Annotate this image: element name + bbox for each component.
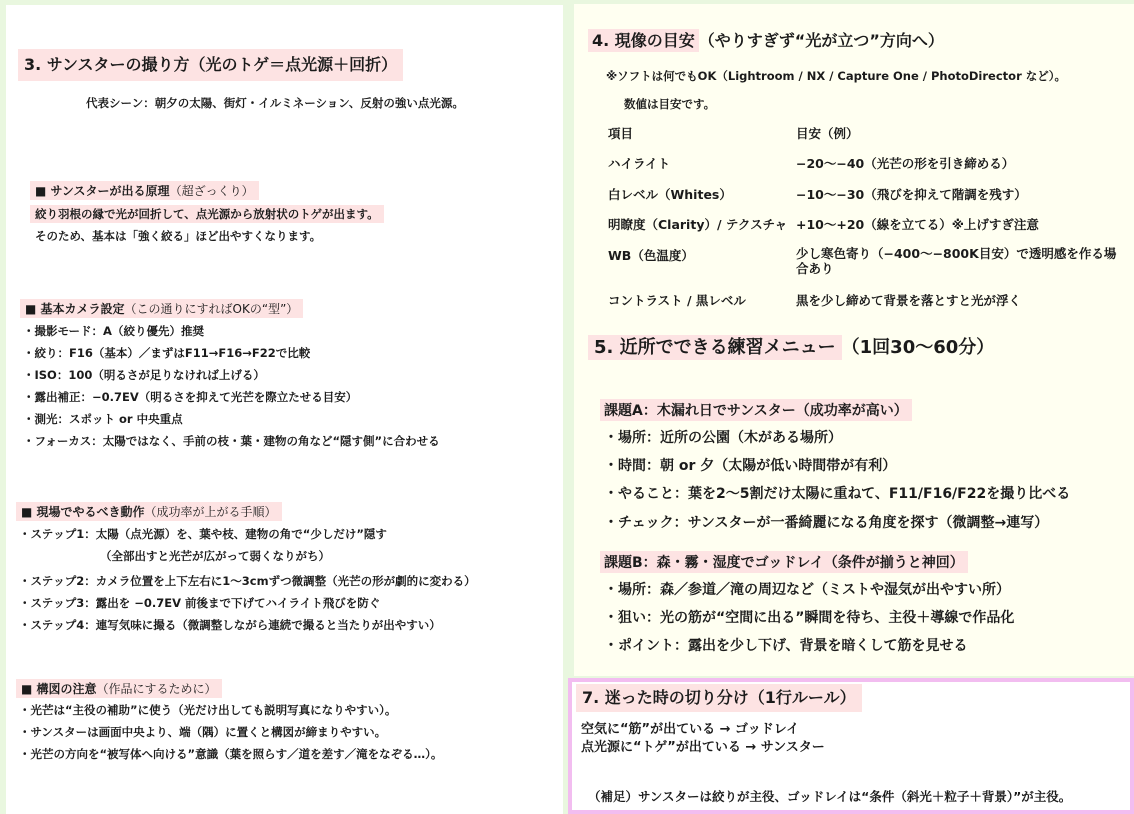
table-cell-value: −20〜−40（光芒の形を引き締める） [796, 156, 1015, 171]
taskA-item: ・時間：朝 or 夕（太陽が低い時間帯が有利） [604, 458, 897, 474]
taskB-item: ・ポイント：露出を少し下げ、背景を暗くして筋を見せる [604, 638, 968, 654]
table-cell-value: 少し寒色寄り（−400〜−800K目安）で透明感を作る場合あり [796, 246, 1117, 276]
table-cell-item: ハイライト [608, 156, 671, 171]
principle-heading [30, 181, 259, 200]
section4-note1: ※ソフトは何でもOK（Lightroom / NX / Capture One / PhotoDirector など）。 [606, 69, 1066, 83]
composition-heading-note: （作品にするために） [96, 682, 217, 696]
table-cell-value: −10〜−30（飛びを抑えて階調を残す） [796, 187, 1027, 202]
camera-heading-text: ■ 基本カメラ設定 [25, 302, 125, 316]
principle-heading-text: ■ サンスターが出る原理 [35, 184, 170, 198]
taskA-item: ・場所：近所の公園（木がある場所） [604, 430, 842, 446]
table-cell-value: 黒を少し締めて背景を落とすと光が浮く [796, 293, 1022, 308]
camera-item: ・絞り：F16（基本）／まずはF11→F16→F22で比較 [23, 346, 311, 360]
composition-heading-text: ■ 構図の注意 [21, 682, 97, 696]
right-panel [574, 4, 1134, 676]
taskB-item: ・狙い：光の筋が“空間に出る”瞬間を待ち、主役＋導線で作品化 [604, 610, 1015, 626]
rule-supplement: （補足）サンスターは絞りが主役、ゴッドレイは“条件（斜光＋粒子＋背景）”が主役。 [588, 789, 1072, 804]
table-cell-item: WB（色温度） [608, 248, 694, 263]
step1: ・ステップ1：太陽（点光源）を、葉や枝、建物の角で“少しだけ”隠す [19, 527, 387, 541]
section3-scenes: 代表シーン：朝夕の太陽、街灯・イルミネーション、反射の強い点光源。 [86, 96, 464, 110]
section4-note2: 数値は目安です。 [624, 97, 716, 111]
camera-item: ・露出補正：−0.7EV（明るさを抑えて光芒を際立たせる目安） [23, 390, 358, 404]
steps-heading-note: （成功率が上がる手順） [144, 505, 277, 519]
rule-line1: 空気に“筋”が出ている → ゴッドレイ [581, 722, 800, 737]
composition-heading [16, 679, 222, 698]
section5-title-text: 5. 近所でできる練習メニュー [588, 335, 842, 360]
taskB-item: ・場所：森／参道／滝の周辺など（ミストや湿気が出やすい所） [604, 582, 1010, 598]
composition-item: ・光芒の方向を“被写体へ向ける”意識（葉を照らす／道を差す／滝をなぞる…）。 [19, 747, 443, 761]
table-cell-item: 明瞭度（Clarity）/ テクスチャ [608, 217, 788, 232]
step4: ・ステップ4：連写気味に撮る（微調整しながら連続で撮ると当たりが出やすい） [19, 618, 441, 632]
camera-item: ・ISO：100（明るさが足りなければ上げる） [23, 368, 265, 382]
table-cell-value: +10〜+20（線を立てる）※上げすぎ注意 [796, 217, 1039, 232]
principle-line1: 絞り羽根の縁で光が回折して、点光源から放射状のトゲが出ます。 [30, 205, 384, 223]
section3-title: 3. サンスターの撮り方（光のトゲ＝点光源＋回折） [18, 49, 403, 81]
section4-title [582, 25, 950, 57]
step2: ・ステップ2：カメラ位置を上下左右に1〜3cmずつ微調整（光芒の形が劇的に変わる） [19, 574, 476, 588]
camera-heading [20, 299, 303, 318]
taskA-title: 課題A：木漏れ日でサンスター（成功率が高い） [600, 399, 912, 421]
section4-title-text: 4. 現像の目安 [588, 29, 699, 52]
taskB-title: 課題B：森・霧・湿度でゴッドレイ（条件が揃うと神回） [600, 551, 968, 573]
left-panel [6, 5, 563, 814]
steps-heading-text: ■ 現場でやるべき動作 [21, 505, 145, 519]
camera-item: ・撮影モード：A（絞り優先）推奨 [23, 324, 204, 338]
taskA-item: ・やること：葉を2〜5割だけ太陽に重ねて、F11/F16/F22を撮り比べる [604, 486, 1071, 502]
taskA-item: ・チェック：サンスターが一番綺麗になる角度を探す（微調整→連写） [604, 515, 1049, 531]
steps-heading [16, 502, 282, 521]
rule-panel [568, 678, 1134, 814]
principle-line2: そのため、基本は「強く絞る」ほど出やすくなります。 [35, 229, 322, 243]
section4-title-note: （やりすぎず“光が立つ”方向へ） [698, 31, 944, 50]
composition-item: ・光芒は“主役の補助”に使う（光だけ出しても説明写真になりやすい）。 [19, 703, 397, 717]
camera-item: ・測光：スポット or 中央重点 [23, 412, 183, 426]
table-header-target: 目安（例） [796, 126, 859, 141]
section5-title [588, 334, 994, 362]
step3: ・ステップ3：露出を −0.7EV 前後まで下げてハイライト飛びを防ぐ [19, 596, 381, 610]
camera-heading-note: （この通りにすればOKの“型”） [124, 302, 299, 316]
composition-item: ・サンスターは画面中央より、端（隅）に置くと構図が締まりやすい。 [19, 725, 387, 739]
table-cell-item: 白レベル（Whites） [608, 187, 732, 202]
table-header-item: 項目 [608, 126, 634, 141]
camera-item: ・フォーカス：太陽ではなく、手前の枝・葉・建物の角など“隠す側”に合わせる [23, 434, 440, 448]
principle-heading-note: （超ざっくり） [169, 184, 254, 198]
section5-title-note: （1回30〜60分） [841, 337, 995, 358]
table-cell-item: コントラスト / 黒レベル [608, 293, 746, 308]
step1-sub: （全部出すと光芒が広がって弱くなりがち） [100, 549, 330, 563]
section7-title: 7. 迷った時の切り分け（1行ルール） [576, 684, 862, 712]
rule-line2: 点光源に“トゲ”が出ている → サンスター [581, 740, 825, 755]
